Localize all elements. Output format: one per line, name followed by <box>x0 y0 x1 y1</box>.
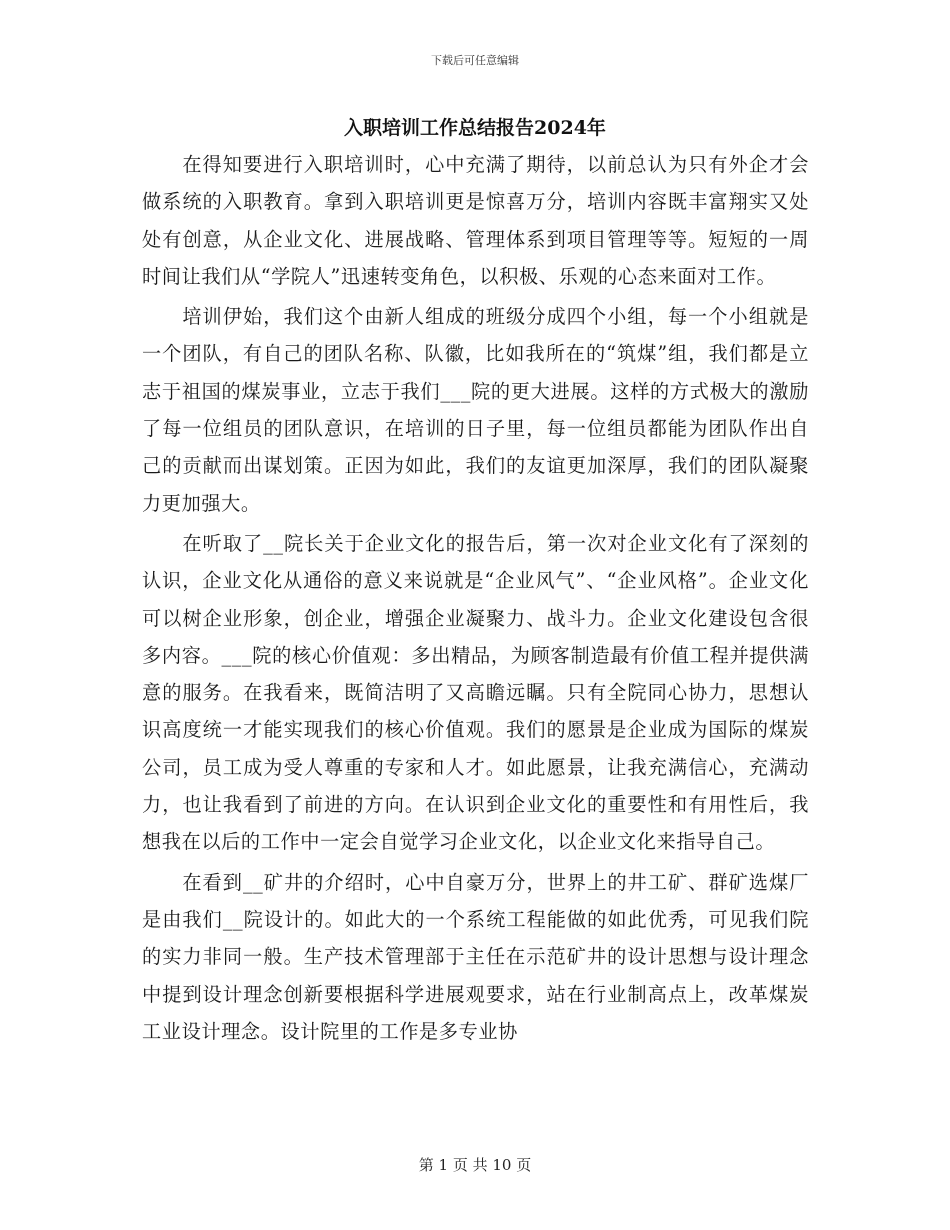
header-note: 下载后可任意编辑 <box>431 54 519 67</box>
paragraph: 在看到__矿井的介绍时，心中自豪万分，世界上的井工矿、群矿选煤厂是由我们__院设计的。如此大的一个系统工程能做的如此优秀，可见我们院的实力非同一般。生产技术管理部于主任在示范矿井的设计思想与设计理念中提到设计理念创新要根据科学进展观要求，站在行业制高点上，改革煤炭工业设计理念。设计院里的工作是多专业协 <box>142 870 809 1043</box>
paragraph: 在得知要进行入职培训时，心中充满了期待，以前总认为只有外企才会做系统的入职教育。拿到入职培训更是惊喜万分，培训内容既丰富翔实又处处有创意，从企业文化、进展战略、管理体系到项目管理等等。短短的一周时间让我们从“学院人”迅速转变角色，以积极、乐观的心态来面对工作。 <box>142 153 809 288</box>
paragraph: 培训伊始，我们这个由新人组成的班级分成四个小组，每一个小组就是一个团队，有自己的团队名称、队徽，比如我所在的“筑煤”组，我们都是立志于祖国的煤炭事业，立志于我们___院的更大进展。这样的方式极大的激励了每一位组员的团队意识，在培训的日子里，每一位组员都能为团队作出自己的贡献而出谋划策。正因为如此，我们的友谊更加深厚，我们的团队凝聚力更加强大。 <box>142 305 809 515</box>
document-title: 入职培训工作总结报告2024年 <box>344 117 606 139</box>
paragraph: 在听取了__院长关于企业文化的报告后，第一次对企业文化有了深刻的认识，企业文化从通俗的意义来说就是“企业风气”、“企业风格”。企业文化可以树企业形象，创企业，增强企业凝聚力、战斗力。企业文化建设包含很多内容。___院的核心价值观：多出精品，为顾客制造最有价值工程并提供满意的服务。在我看来，既简洁明了又高瞻远瞩。只有全院同心协力，思想认识高度统一才能实现我们的核心价值观。我们的愿景是企业成为国际的煤炭公司，员工成为受人尊重的专家和人才。如此愿景，让我充满信心，充满动力，也让我看到了前进的方向。在认识到企业文化的重要性和有用性后，我想我在以后的工作中一定会自觉学习企业文化，以企业文化来指导自己。 <box>142 531 809 854</box>
document-body <box>142 146 809 1053</box>
page-number: 第 1 页 共 10 页 <box>418 1156 532 1174</box>
